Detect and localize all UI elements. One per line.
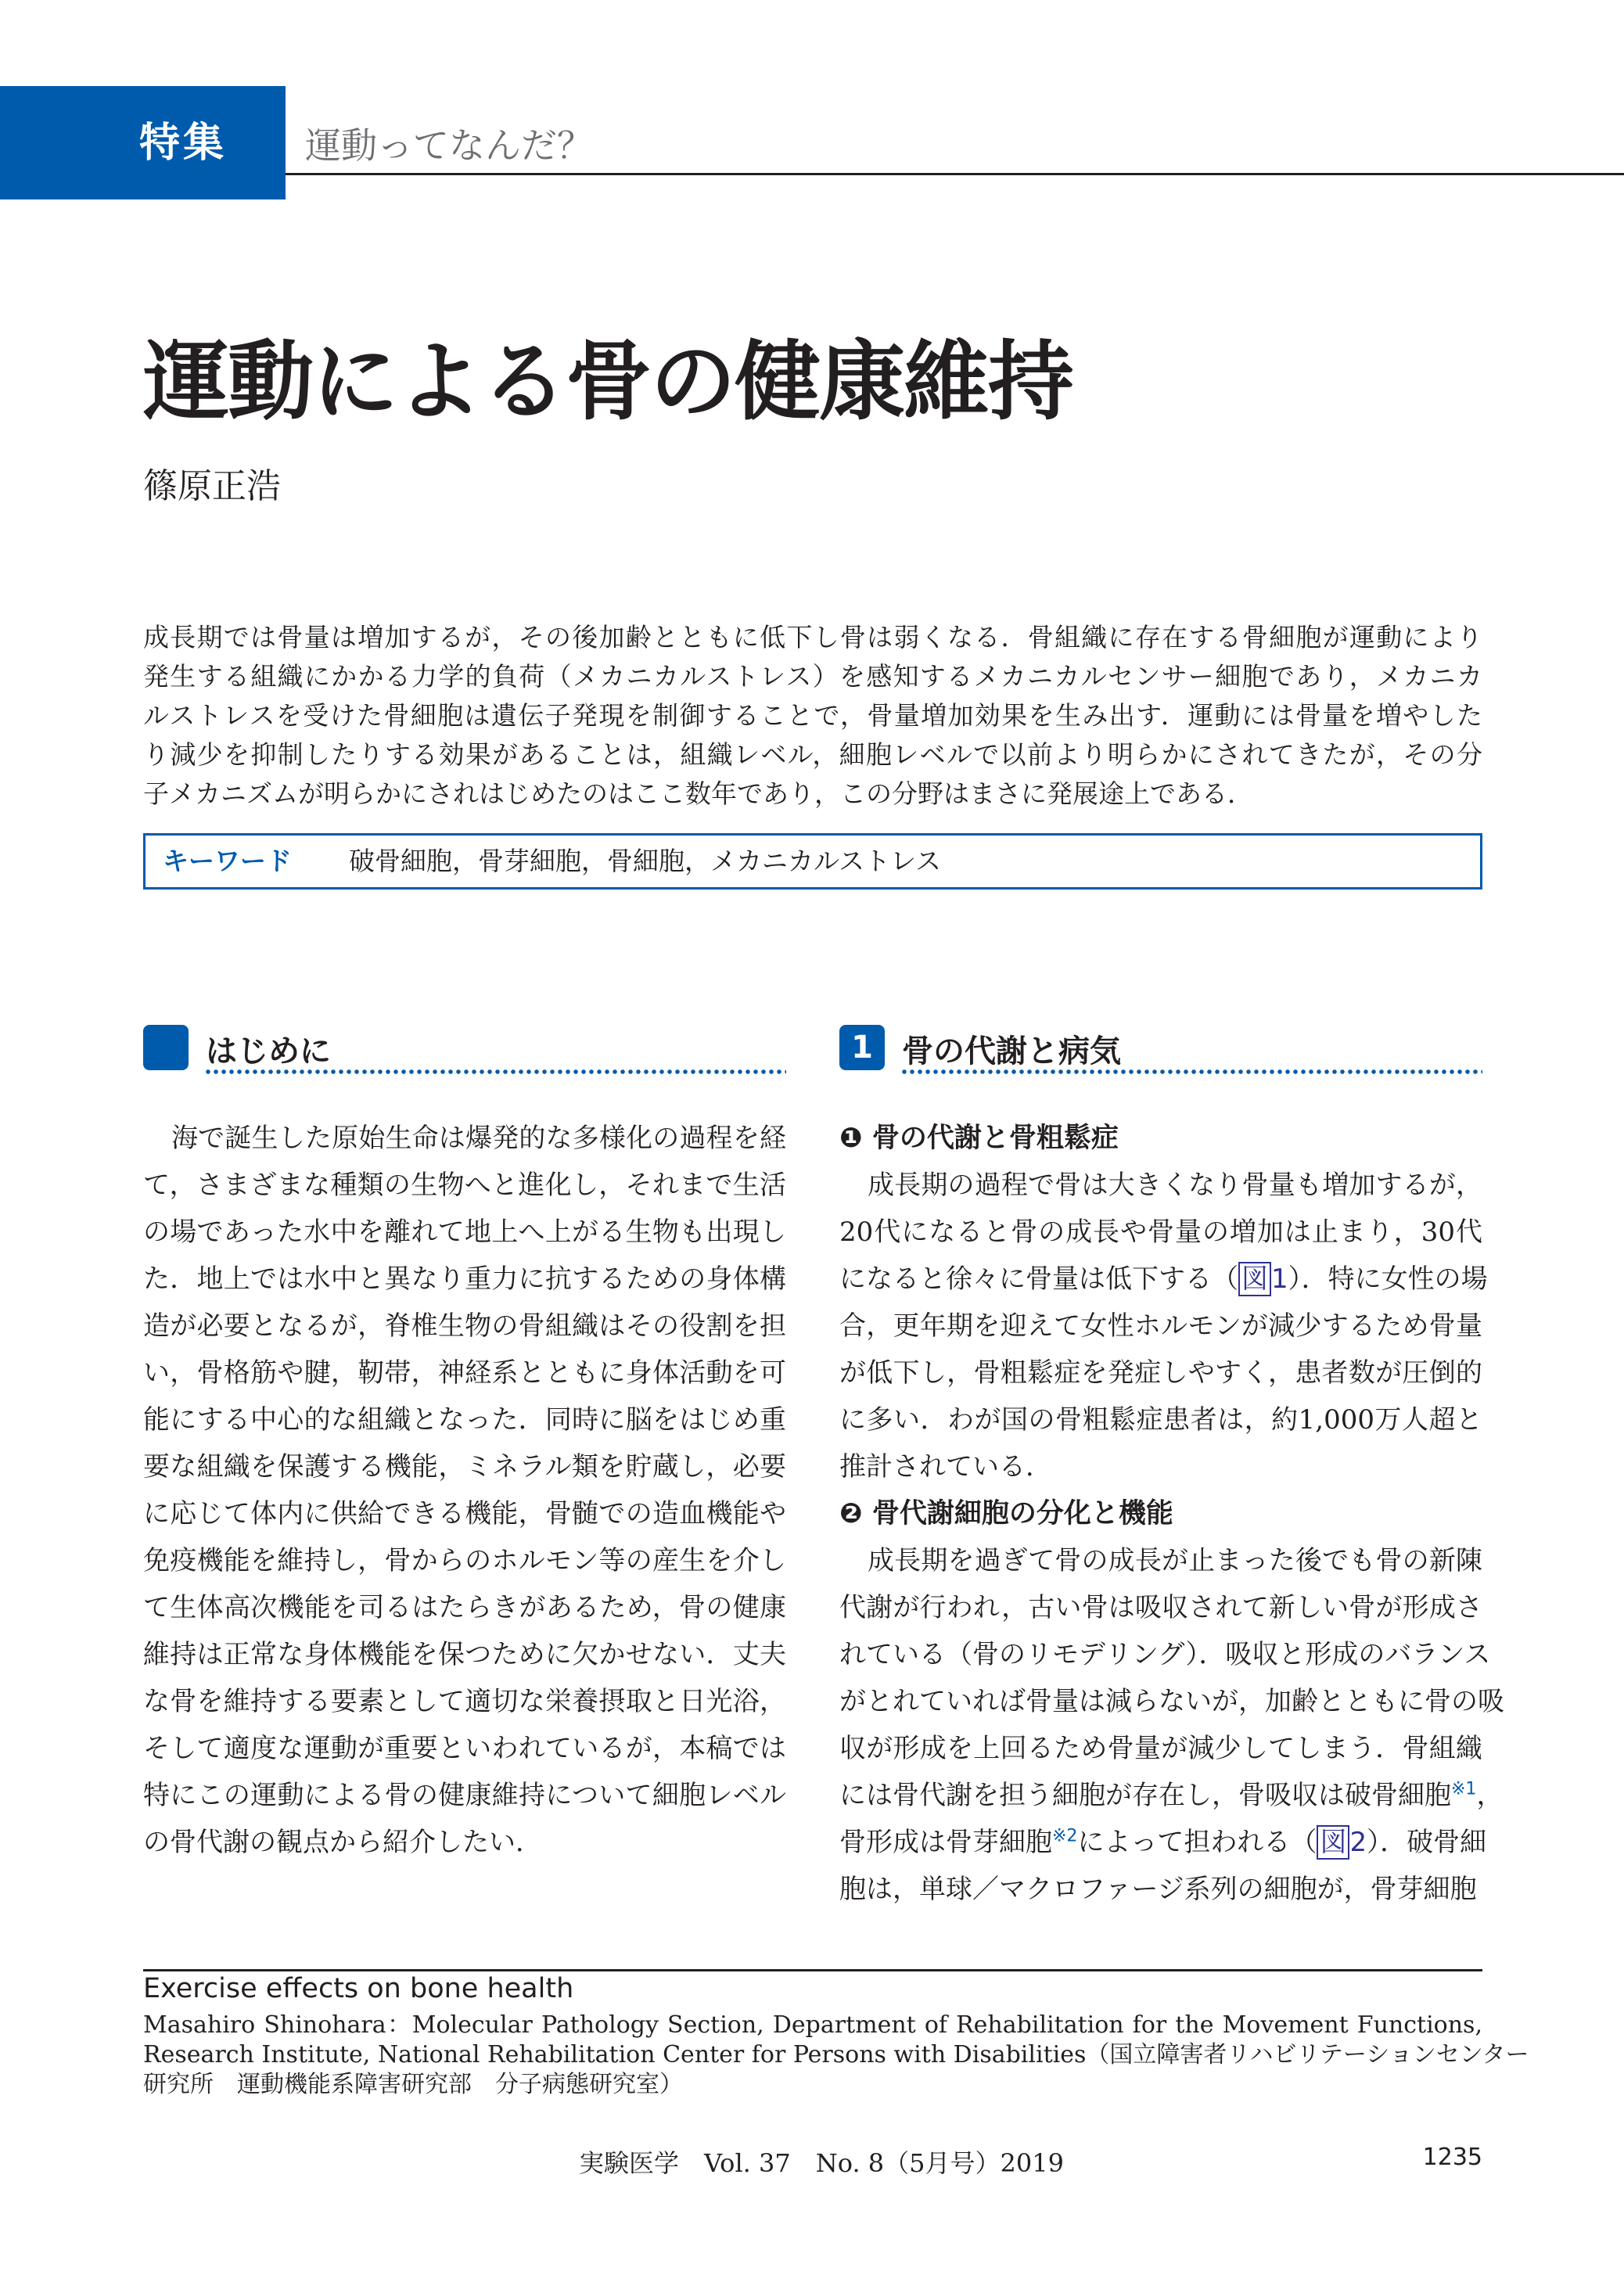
text-run: の骨代謝の観点から紹介したい． xyxy=(143,1827,542,1858)
paragraph-line xyxy=(143,1819,786,1866)
abstract-line: 子メカニズムが明らかにされはじめたのはここ数年であり，この分野はまさに発展途上である． xyxy=(143,778,1253,809)
paragraph-line xyxy=(143,1772,786,1819)
text-run: 合，更年期を迎えて女性ホルモンが減少するため骨量 xyxy=(839,1310,1482,1342)
figure-label: 図 xyxy=(1317,1825,1349,1860)
affiliation-line: 研究所 運動機能系障害研究部 分子病態研究室） xyxy=(143,2071,683,2098)
paragraph-line xyxy=(839,1725,1482,1772)
abstract xyxy=(143,618,1482,814)
paragraph-line xyxy=(143,1584,786,1631)
paragraph-line xyxy=(839,1256,1488,1303)
text-run: 20代になると骨の成長や骨量の増加は止まり，30代 xyxy=(839,1217,1482,1248)
text-run: 推計されている． xyxy=(839,1451,1052,1483)
section-number: 1 xyxy=(839,1025,885,1070)
keyword-list: 破骨細胞，骨芽細胞，骨細胞，メカニカルストレス xyxy=(349,846,942,876)
figure-reference xyxy=(1238,1262,1271,1296)
text-run: が低下し，骨粗鬆症を発症しやすく，患者数が圧倒的 xyxy=(839,1357,1482,1389)
paragraph-line xyxy=(143,1303,786,1350)
section-1-body xyxy=(839,1115,1504,1913)
text-run: 骨形成は骨芽細胞 xyxy=(839,1827,1052,1858)
text-run: れている（骨のリモデリング）．吸収と形成のバランス xyxy=(839,1639,1491,1670)
series-label: 特集 xyxy=(139,120,228,167)
paragraph-line xyxy=(143,1256,786,1303)
text-run: 胞は，単球／マクロファージ系列の細胞が，骨芽細胞 xyxy=(839,1874,1477,1905)
abstract-line: 成長期では骨量は増加するが，その後加齢とともに低下し骨は弱くなる．骨組織に存在する骨細胞が運動により xyxy=(143,622,1482,652)
text-run: ）．特に女性の場 xyxy=(1288,1263,1488,1295)
text-run: によって担われる（ xyxy=(1077,1827,1317,1858)
figure-label: 図 xyxy=(1238,1262,1271,1296)
number-marker-icon: ❷ xyxy=(839,1498,863,1529)
paragraph-line xyxy=(839,1443,1482,1490)
text-run: がとれていれば骨量は減らないが，加齢とともに骨の吸 xyxy=(839,1686,1504,1717)
paragraph-line xyxy=(143,1350,786,1396)
article-title: 運動による骨の健康維持 xyxy=(143,332,1072,432)
text-run: に応じて体内に供給できる機能，骨髄での造血機能や xyxy=(143,1498,786,1529)
dotted-rule xyxy=(204,1069,786,1074)
text-run: て生体高次機能を司るはたらきがあるため，骨の健康 xyxy=(143,1592,786,1623)
text-run: ）．破骨細 xyxy=(1367,1827,1487,1858)
affiliation-line: Research Institute, National Rehabilitation Center for Persons with Disabilities（国立障害者リハビリテーションセンター xyxy=(143,2041,1529,2068)
text-run: 収が形成を上回るため骨量が減少してしまう．骨組織 xyxy=(839,1733,1482,1764)
footnote-marker: ※2 xyxy=(1052,1826,1078,1846)
paragraph-line xyxy=(143,1537,786,1584)
footnote-marker: ※1 xyxy=(1451,1779,1477,1799)
figure-reference xyxy=(1317,1825,1349,1860)
section-title: はじめに xyxy=(206,1033,331,1069)
figure-reference: 1 xyxy=(1271,1263,1288,1295)
keyword-label: キーワード xyxy=(163,846,292,876)
section-title: 骨の代謝と病気 xyxy=(902,1033,1121,1069)
text-run: 能にする中心的な組織となった．同時に脳をはじめ重 xyxy=(143,1404,786,1436)
affiliation xyxy=(143,2011,1529,2100)
text-run: 成長期を過ぎて骨の成長が止まった後でも骨の新陳 xyxy=(868,1545,1482,1576)
paragraph-line xyxy=(839,1537,1482,1584)
english-title: Exercise effects on bone health xyxy=(143,1973,574,2004)
text-run: 免疫機能を維持し，骨からのホルモン等の産生を介し xyxy=(143,1545,786,1576)
abstract-line: 発生する組織にかかる力学的負荷（メカニカルストレス）を感知するメカニカルセンサー細胞であり，メカニカ xyxy=(143,661,1482,692)
paragraph-line xyxy=(839,1866,1482,1913)
text-run: に多い．わが国の骨粗鬆症患者は，約1,000万人超と xyxy=(839,1404,1482,1436)
text-run: 代謝が行われ，古い骨は吸収されて新しい骨が形成さ xyxy=(839,1592,1482,1623)
subsection-heading xyxy=(839,1490,1482,1537)
text-run: た．地上では水中と異なり重力に抗するための身体構 xyxy=(143,1263,786,1295)
text-run: そして適度な運動が重要といわれているが，本稿では xyxy=(143,1733,786,1764)
figure-reference: 2 xyxy=(1349,1827,1367,1858)
paragraph-line xyxy=(143,1162,786,1209)
abstract-line: り減少を抑制したりする効果があることは，組織レベル，細胞レベルで以前より明らかにされてきたが，その分 xyxy=(143,739,1482,770)
paragraph-line xyxy=(839,1678,1504,1725)
text-run: 海で誕生した原始生命は爆発的な多様化の過程を経 xyxy=(171,1123,786,1154)
intro-body xyxy=(143,1115,786,1866)
paragraph-line xyxy=(839,1162,1482,1209)
text-run: 造が必要となるが，脊椎生物の骨組織はその役割を担 xyxy=(143,1310,786,1342)
subsection-title: 骨の代謝と骨粗鬆症 xyxy=(871,1123,1119,1154)
section-heading-intro xyxy=(143,1025,786,1072)
paragraph-line xyxy=(143,1115,786,1162)
dotted-rule xyxy=(900,1069,1482,1074)
series-title: 運動ってなんだ？ xyxy=(305,124,593,167)
paragraph-line xyxy=(839,1209,1482,1256)
footer-rule xyxy=(143,1969,1482,1971)
number-marker-icon: ❶ xyxy=(839,1123,863,1154)
text-run: ， xyxy=(1476,1780,1504,1811)
paragraph-line xyxy=(839,1631,1491,1678)
affiliation-line: Masahiro Shinohara：Molecular Pathology Section, Department of Rehabilitation for the Movement Functions, xyxy=(143,2011,1482,2039)
section-heading-1 xyxy=(839,1025,1482,1072)
paragraph-line xyxy=(143,1725,786,1772)
text-run: な骨を維持する要素として適切な栄養摂取と日光浴， xyxy=(143,1686,786,1717)
subsection-heading xyxy=(839,1115,1482,1162)
subsection-title: 骨代謝細胞の分化と機能 xyxy=(871,1498,1173,1529)
text-run: には骨代謝を担う細胞が存在し，骨吸収は破骨細胞 xyxy=(839,1780,1451,1811)
text-run: て，さまざまな種類の生物へと進化し，それまで生活 xyxy=(143,1170,786,1201)
text-run: の場であった水中を離れて地上へ上がる生物も出現し xyxy=(143,1217,786,1248)
paragraph-line xyxy=(839,1303,1482,1350)
journal-citation: 実験医学 Vol. 37 No. 8（5月号）2019 xyxy=(579,2148,1064,2178)
paragraph-line xyxy=(143,1490,786,1537)
page-number: 1235 xyxy=(1422,2144,1482,2171)
header-rule xyxy=(286,173,1624,175)
text-run: になると徐々に骨量は低下する（ xyxy=(839,1263,1238,1295)
paragraph-line xyxy=(143,1631,786,1678)
paragraph-line xyxy=(839,1396,1482,1443)
paragraph-line xyxy=(143,1396,786,1443)
paragraph-line xyxy=(143,1443,786,1490)
keyword-box xyxy=(143,833,1482,890)
abstract-line: ルストレスを受けた骨細胞は遺伝子発現を制御することで，骨量増加効果を生み出す．運動には骨量を増やした xyxy=(143,700,1482,731)
paragraph-line xyxy=(839,1772,1504,1819)
text-run: 維持は正常な身体機能を保つために欠かせない．丈夫 xyxy=(143,1639,786,1670)
paragraph-line xyxy=(143,1209,786,1256)
text-run: 要な組織を保護する機能，ミネラル類を貯蔵し，必要 xyxy=(143,1451,786,1483)
paragraph-line xyxy=(839,1584,1482,1631)
text-run: 成長期の過程で骨は大きくなり骨量も増加するが， xyxy=(868,1170,1482,1201)
paragraph-line xyxy=(143,1678,786,1725)
paragraph-line xyxy=(839,1350,1482,1396)
author: 篠原正浩 xyxy=(143,466,281,506)
paragraph-line xyxy=(839,1819,1487,1866)
section-marker xyxy=(143,1025,189,1070)
text-run: 特にこの運動による骨の健康維持について細胞レベル xyxy=(143,1780,786,1811)
text-run: い，骨格筋や腱，靭帯，神経系とともに身体活動を可 xyxy=(143,1357,786,1389)
